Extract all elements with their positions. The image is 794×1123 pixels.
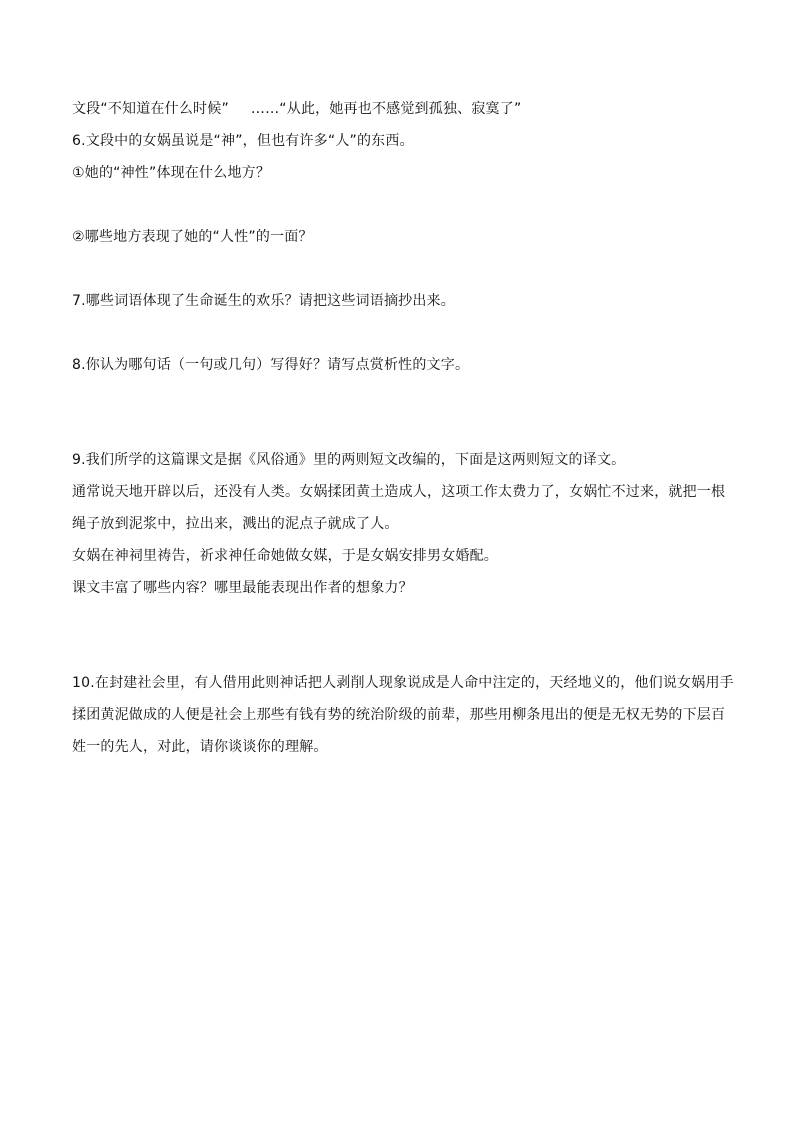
translation-paragraph-1-line-2: 绳子放到泥浆中，拉出来，溅出的泥点子就成了人。 — [72, 516, 399, 532]
question-7: 7.哪些词语体现了生命诞生的欢乐？请把这些词语摘抄出来。 — [72, 293, 455, 309]
passage-end-quote: ……“从此，她再也不感觉到孤独、寂寞了” — [250, 101, 522, 117]
question-10-line-3: 姓一的先人，对此，请你谈谈你的理解。 — [72, 739, 328, 755]
question-9-prompt: 课文丰富了哪些内容？哪里最能表现出作者的想象力？ — [72, 580, 413, 596]
translation-paragraph-2: 女娲在神祠里祷告，祈求神任命她做女媒，于是女娲安排男女婚配。 — [72, 548, 498, 564]
question-8: 8.你认为哪句话（一句或几句）写得好？请写点赏析性的文字。 — [72, 357, 470, 373]
question-9: 9.我们所学的这篇课文是据《风俗通》里的两则短文改编的，下面是这两则短文的译文。 — [72, 452, 626, 468]
question-6-part-2: ②哪些地方表现了她的“人性”的一面？ — [72, 229, 313, 245]
passage-reference-line — [72, 99, 734, 119]
question-6-part-1: ①她的“神性”体现在什么地方？ — [72, 165, 271, 181]
question-6: 6.文段中的女娲虽说是“神”，但也有许多“人”的东西。 — [72, 133, 414, 149]
passage-start-quote: 文段“不知道在什么时候” — [72, 101, 229, 117]
translation-paragraph-1-line-1: 通常说天地开辟以后，还没有人类。女娲揉团黄土造成人，这项工作太费力了，女娲忙不过来，就把一根 — [72, 484, 726, 500]
question-10-line-2: 揉团黄泥做成的人便是社会上那些有钱有势的统治阶级的前辈，那些用柳条甩出的便是无权无势的下层百 — [72, 707, 726, 723]
question-10-line-1: 10.在封建社会里，有人借用此则神话把人剥削人现象说成是人命中注定的，天经地义的，他们说女娲用手 — [72, 675, 734, 691]
